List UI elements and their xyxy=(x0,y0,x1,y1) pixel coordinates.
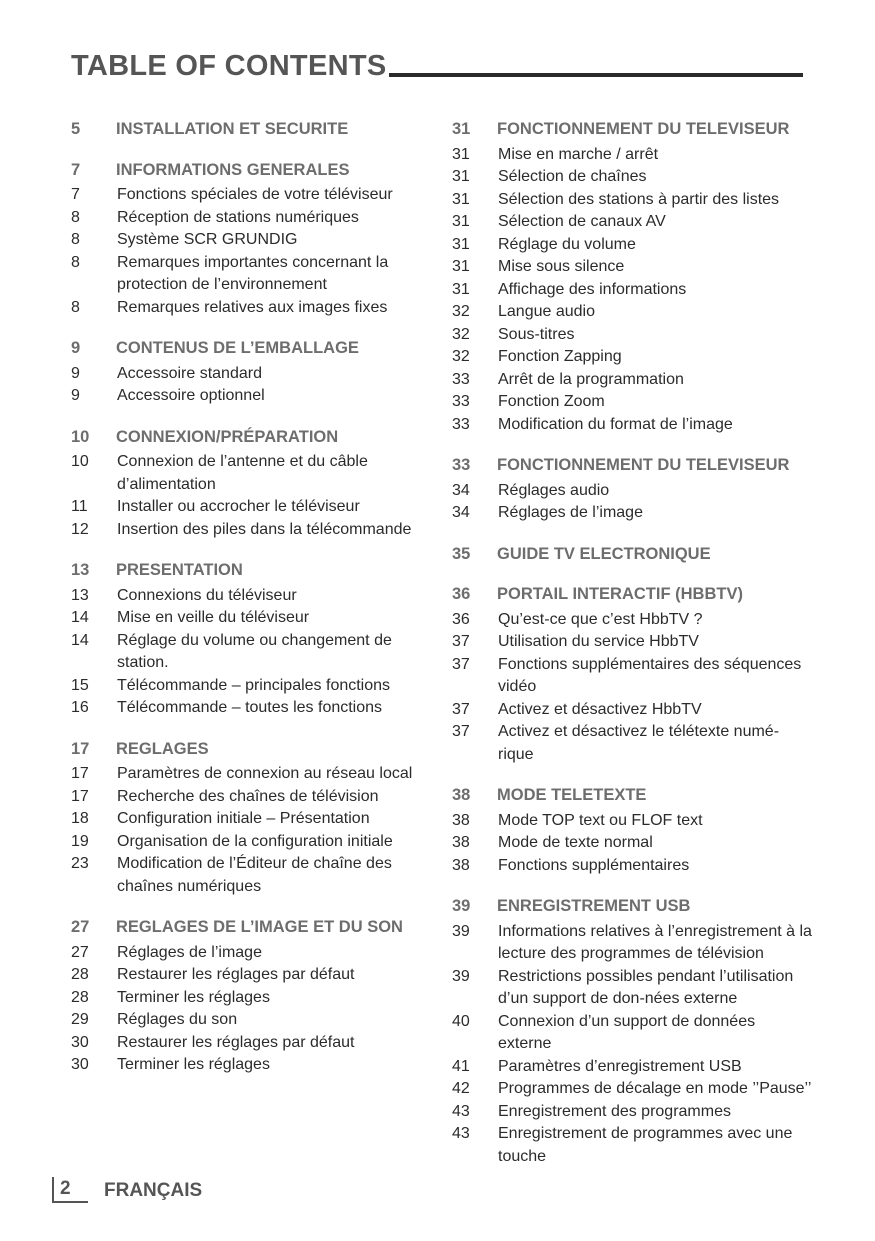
toc-section xyxy=(452,543,812,566)
entry-text: Modification de l’Éditeur de chaîne des chaînes numériques xyxy=(117,855,392,895)
entry-text: Utilisation du service HbbTV xyxy=(498,633,699,650)
toc-entry[interactable] xyxy=(452,502,812,525)
entry-text: Fonctions supplémentaires xyxy=(498,856,690,874)
toc-entry[interactable] xyxy=(71,1009,431,1032)
entry-text: Qu’est-ce que c’est HbbTV ? xyxy=(498,610,703,628)
toc-entry[interactable] xyxy=(452,631,812,654)
section-page-number: 39 xyxy=(452,897,471,915)
entry-text: Arrêt de la programmation xyxy=(498,370,684,388)
toc-entry[interactable] xyxy=(452,480,812,503)
section-title: CONTENUS DE L’EMBALLAGE xyxy=(116,339,359,357)
entry-page-number: 37 xyxy=(452,723,470,740)
entry-text: Sélection de chaînes xyxy=(498,168,647,185)
toc-entry[interactable] xyxy=(452,279,812,302)
entry-text: Paramètres de connexion au réseau local xyxy=(117,765,413,782)
entry-text: Télécommande – toutes les fonctions xyxy=(117,699,383,716)
toc-section xyxy=(71,916,431,1077)
section-page-number: 35 xyxy=(452,544,471,563)
entry-page-number: 18 xyxy=(71,810,89,827)
entry-page-number: 13 xyxy=(71,586,89,604)
toc-entry[interactable] xyxy=(452,166,812,189)
toc-entry[interactable] xyxy=(71,786,431,809)
entry-text: Réception de stations numériques xyxy=(117,208,359,226)
entry-text: Accessoire optionnel xyxy=(117,387,265,404)
toc-entry[interactable] xyxy=(452,391,812,414)
entry-page-number: 16 xyxy=(71,699,89,716)
section-page-number: 27 xyxy=(71,918,90,936)
entry-page-number: 31 xyxy=(452,280,470,298)
toc-entry[interactable] xyxy=(71,853,431,898)
toc-section xyxy=(452,583,812,766)
entry-text: Affichage des informations xyxy=(498,280,687,298)
title-underline-rule xyxy=(389,73,804,77)
toc-section xyxy=(452,454,812,525)
entry-text: Mise en marche / arrêt xyxy=(498,145,659,163)
toc-section xyxy=(452,784,812,877)
toc-entry[interactable] xyxy=(452,721,812,766)
entry-page-number: 29 xyxy=(71,1011,89,1028)
section-page-number: 38 xyxy=(452,786,471,804)
entry-page-number: 23 xyxy=(71,855,89,872)
entry-page-number: 32 xyxy=(452,325,470,343)
section-page-number: 17 xyxy=(71,739,90,758)
entry-text: Modification du format de l’image xyxy=(498,415,733,433)
entry-page-number: 39 xyxy=(452,967,470,985)
entry-page-number: 32 xyxy=(452,348,470,365)
entry-page-number: 37 xyxy=(452,655,470,673)
section-title: REGLAGES DE L’IMAGE ET DU SON xyxy=(116,918,403,936)
entry-text: Réglage du volume xyxy=(498,235,636,253)
entry-text: Fonctions supplémentaires des séquences vidéo xyxy=(498,655,802,695)
entry-page-number: 27 xyxy=(71,943,89,961)
entry-page-number: 14 xyxy=(71,631,89,649)
entry-text: Remarques relatives aux images fixes xyxy=(117,298,388,316)
toc-entry[interactable] xyxy=(452,699,812,722)
entry-text: Mode de texte normal xyxy=(498,834,653,851)
section-heading[interactable] xyxy=(71,559,431,582)
section-title: ENREGISTREMENT USB xyxy=(497,897,691,915)
entry-text: Sous-titres xyxy=(498,325,575,343)
entry-page-number: 7 xyxy=(71,186,80,203)
toc-entry[interactable] xyxy=(452,144,812,167)
entry-text: Enregistrement des programmes xyxy=(498,1102,731,1120)
entry-page-number: 17 xyxy=(71,787,89,805)
section-title: FONCTIONNEMENT DU TELEVISEUR xyxy=(497,456,790,474)
entry-text: Connexions du téléviseur xyxy=(117,586,297,604)
entry-text: Installer ou accrocher le téléviseur xyxy=(117,498,360,515)
entry-page-number: 34 xyxy=(452,481,470,499)
entry-text: Paramètres d’enregistrement USB xyxy=(498,1057,742,1075)
entry-text: Système SCR GRUNDIG xyxy=(117,231,298,248)
section-title: INSTALLATION ET SECURITE xyxy=(116,120,349,138)
entry-page-number: 11 xyxy=(71,498,88,515)
toc-entry[interactable] xyxy=(71,585,431,608)
entry-text: Accessoire standard xyxy=(117,364,262,382)
toc-entry[interactable] xyxy=(71,697,431,720)
toc-entry[interactable] xyxy=(71,451,431,496)
entry-page-number: 38 xyxy=(452,834,470,851)
entry-text: Configuration initiale – Présentation xyxy=(117,810,370,827)
toc-entry[interactable] xyxy=(71,987,431,1010)
toc-entry[interactable] xyxy=(71,831,431,854)
section-page-number: 33 xyxy=(452,456,471,474)
toc-entry[interactable] xyxy=(452,921,812,966)
footer-page-number: 2 xyxy=(52,1177,88,1203)
toc-section xyxy=(71,118,431,141)
toc-entry[interactable] xyxy=(452,189,812,212)
entry-text: Fonctions spéciales de votre téléviseur xyxy=(117,186,393,203)
entry-text: Sélection des stations à partir des listes xyxy=(498,190,780,208)
entry-text: Fonction Zapping xyxy=(498,348,622,365)
entry-text: Insertion des piles dans la télécommande xyxy=(117,520,412,538)
toc-entry[interactable] xyxy=(71,297,431,320)
toc-entry[interactable] xyxy=(452,1123,812,1168)
section-title: MODE TELETEXTE xyxy=(497,786,647,804)
entry-text: Connexion de l’antenne et du câble d’alimentation xyxy=(117,453,368,493)
entry-text: Informations relatives à l’enregistrement à la lecture des programmes de télévision xyxy=(498,922,812,962)
toc-entry[interactable] xyxy=(71,607,431,630)
section-page-number: 36 xyxy=(452,585,471,603)
entry-text: Activez et désactivez HbbTV xyxy=(498,700,702,718)
entry-page-number: 39 xyxy=(452,922,470,940)
section-heading[interactable] xyxy=(71,426,431,449)
toc-section xyxy=(452,118,812,436)
toc-entry[interactable] xyxy=(452,301,812,324)
entry-page-number: 9 xyxy=(71,387,80,404)
toc-entry[interactable] xyxy=(452,1056,812,1079)
entry-page-number: 28 xyxy=(71,988,89,1006)
entry-text: Enregistrement de programmes avec une touche xyxy=(498,1125,793,1165)
toc-entry[interactable] xyxy=(452,234,812,257)
section-title: PRESENTATION xyxy=(116,561,243,579)
entry-text: Connexion d’un support de données externe xyxy=(498,1012,756,1052)
toc-entry[interactable] xyxy=(71,942,431,965)
section-title: FONCTIONNEMENT DU TELEVISEUR xyxy=(497,120,790,138)
entry-page-number: 40 xyxy=(452,1012,470,1030)
toc-entry[interactable] xyxy=(452,609,812,632)
entry-page-number: 37 xyxy=(452,633,470,650)
entry-page-number: 38 xyxy=(452,811,470,829)
toc-section xyxy=(71,426,431,542)
entry-page-number: 33 xyxy=(452,415,470,433)
section-heading[interactable] xyxy=(452,118,812,141)
section-page-number: 10 xyxy=(71,427,90,446)
entry-text: Réglages du son xyxy=(117,1011,238,1028)
toc-entry[interactable] xyxy=(71,1054,431,1077)
page-title-text: TABLE OF CONTENTS xyxy=(71,50,387,82)
toc-entry[interactable] xyxy=(452,1011,812,1056)
toc-entry[interactable] xyxy=(452,369,812,392)
toc-section xyxy=(71,559,431,720)
toc-entry[interactable] xyxy=(71,207,431,230)
entry-text: Restrictions possibles pendant l’utilisation d’un support de don-nées externe xyxy=(498,967,794,1007)
entry-page-number: 31 xyxy=(452,190,470,208)
section-title: GUIDE TV ELECTRONIQUE xyxy=(497,544,711,563)
entry-page-number: 41 xyxy=(452,1057,470,1075)
section-heading[interactable] xyxy=(71,738,431,761)
toc-entry[interactable] xyxy=(71,1032,431,1055)
entry-page-number: 8 xyxy=(71,231,80,248)
section-heading[interactable] xyxy=(71,159,431,182)
entry-page-number: 30 xyxy=(71,1056,89,1073)
section-title: CONNEXION/PRÉPARATION xyxy=(116,427,339,446)
entry-page-number: 31 xyxy=(452,235,470,253)
toc-left-column xyxy=(71,118,431,1095)
toc-entry[interactable] xyxy=(71,385,431,408)
entry-page-number: 43 xyxy=(452,1102,470,1120)
toc-entry[interactable] xyxy=(71,252,431,297)
entry-page-number: 31 xyxy=(452,168,470,185)
entry-page-number: 12 xyxy=(71,520,89,538)
entry-page-number: 33 xyxy=(452,393,470,410)
entry-page-number: 8 xyxy=(71,298,80,316)
section-heading[interactable] xyxy=(452,583,812,606)
entry-page-number: 34 xyxy=(452,504,470,521)
toc-entry[interactable] xyxy=(452,1101,812,1124)
section-page-number: 13 xyxy=(71,561,90,579)
section-heading[interactable] xyxy=(452,784,812,807)
entry-text: Mise en veille du téléviseur xyxy=(117,609,310,626)
toc-entry[interactable] xyxy=(452,654,812,699)
page-title xyxy=(71,44,803,82)
toc-entry[interactable] xyxy=(452,414,812,437)
section-heading[interactable] xyxy=(71,916,431,939)
toc-entry[interactable] xyxy=(452,1078,812,1101)
entry-page-number: 43 xyxy=(452,1125,470,1142)
entry-page-number: 31 xyxy=(452,258,470,275)
entry-text: Restaurer les réglages par défaut xyxy=(117,966,355,983)
entry-page-number: 31 xyxy=(452,145,470,163)
entry-text: Fonction Zoom xyxy=(498,393,605,410)
entry-text: Recherche des chaînes de télévision xyxy=(117,787,379,805)
toc-entry[interactable] xyxy=(71,496,431,519)
toc-entry[interactable] xyxy=(71,675,431,698)
toc-entry[interactable] xyxy=(452,855,812,878)
entry-text: Restaurer les réglages par défaut xyxy=(117,1033,355,1051)
entry-page-number: 8 xyxy=(71,208,80,226)
section-page-number: 9 xyxy=(71,339,81,357)
entry-page-number: 31 xyxy=(452,213,470,230)
entry-page-number: 42 xyxy=(452,1080,470,1097)
section-heading[interactable] xyxy=(71,337,431,360)
toc-right-column xyxy=(452,118,812,1186)
entry-text: Réglages de l’image xyxy=(117,943,262,961)
toc-entry[interactable] xyxy=(452,256,812,279)
entry-text: Réglage du volume ou changement de station. xyxy=(117,631,392,671)
entry-text: Terminer les réglages xyxy=(117,988,270,1006)
entry-page-number: 36 xyxy=(452,610,470,628)
section-page-number: 5 xyxy=(71,120,81,138)
entry-page-number: 19 xyxy=(71,832,89,850)
entry-text: Remarques importantes concernant la protection de l’environnement xyxy=(117,253,389,293)
entry-page-number: 15 xyxy=(71,676,89,694)
entry-text: Programmes de décalage en mode ’’Pause’’ xyxy=(498,1080,812,1097)
page-footer xyxy=(52,1177,202,1203)
entry-text: Sélection de canaux AV xyxy=(498,213,666,230)
entry-text: Terminer les réglages xyxy=(117,1056,270,1073)
footer-language: FRANÇAIS xyxy=(104,1180,203,1201)
toc-section xyxy=(71,337,431,408)
toc-entry[interactable] xyxy=(71,363,431,386)
toc-entry[interactable] xyxy=(71,808,431,831)
entry-page-number: 37 xyxy=(452,700,470,718)
toc-entry[interactable] xyxy=(452,966,812,1011)
toc-entry[interactable] xyxy=(452,832,812,855)
entry-text: Mise sous silence xyxy=(498,258,625,275)
entry-page-number: 10 xyxy=(71,453,89,470)
section-title: INFORMATIONS GENERALES xyxy=(116,160,350,179)
entry-page-number: 9 xyxy=(71,364,80,382)
section-title: PORTAIL INTERACTIF (HBBTV) xyxy=(497,585,743,603)
entry-page-number: 28 xyxy=(71,966,89,983)
toc-entry[interactable] xyxy=(71,519,431,542)
toc-entry[interactable] xyxy=(452,211,812,234)
toc-entry[interactable] xyxy=(71,229,431,252)
entry-page-number: 17 xyxy=(71,765,89,782)
toc-entry[interactable] xyxy=(452,324,812,347)
section-title: REGLAGES xyxy=(116,739,209,758)
toc-entry[interactable] xyxy=(452,810,812,833)
entry-text: Télécommande – principales fonctions xyxy=(117,676,391,694)
section-page-number: 31 xyxy=(452,120,471,138)
entry-text: Langue audio xyxy=(498,303,595,320)
toc-entry[interactable] xyxy=(71,630,431,675)
entry-page-number: 14 xyxy=(71,609,89,626)
section-page-number: 7 xyxy=(71,160,81,179)
section-heading[interactable] xyxy=(71,118,431,141)
entry-text: Organisation de la configuration initiale xyxy=(117,832,393,850)
entry-page-number: 32 xyxy=(452,303,470,320)
section-heading[interactable] xyxy=(452,454,812,477)
toc-section xyxy=(71,738,431,899)
entry-page-number: 33 xyxy=(452,370,470,388)
toc-entry[interactable] xyxy=(71,763,431,786)
entry-text: Activez et désactivez le télétexte numé-rique xyxy=(498,723,780,763)
entry-page-number: 8 xyxy=(71,253,80,271)
entry-page-number: 30 xyxy=(71,1033,89,1051)
section-heading[interactable] xyxy=(452,543,812,566)
entry-text: Réglages audio xyxy=(498,481,610,499)
toc-entry[interactable] xyxy=(71,184,431,207)
entry-text: Réglages de l’image xyxy=(498,504,643,521)
toc-entry[interactable] xyxy=(71,964,431,987)
entry-text: Mode TOP text ou FLOF text xyxy=(498,811,703,829)
toc-section xyxy=(71,159,431,320)
section-heading[interactable] xyxy=(452,895,812,918)
toc-section xyxy=(452,895,812,1168)
entry-page-number: 38 xyxy=(452,856,470,874)
toc-entry[interactable] xyxy=(452,346,812,369)
